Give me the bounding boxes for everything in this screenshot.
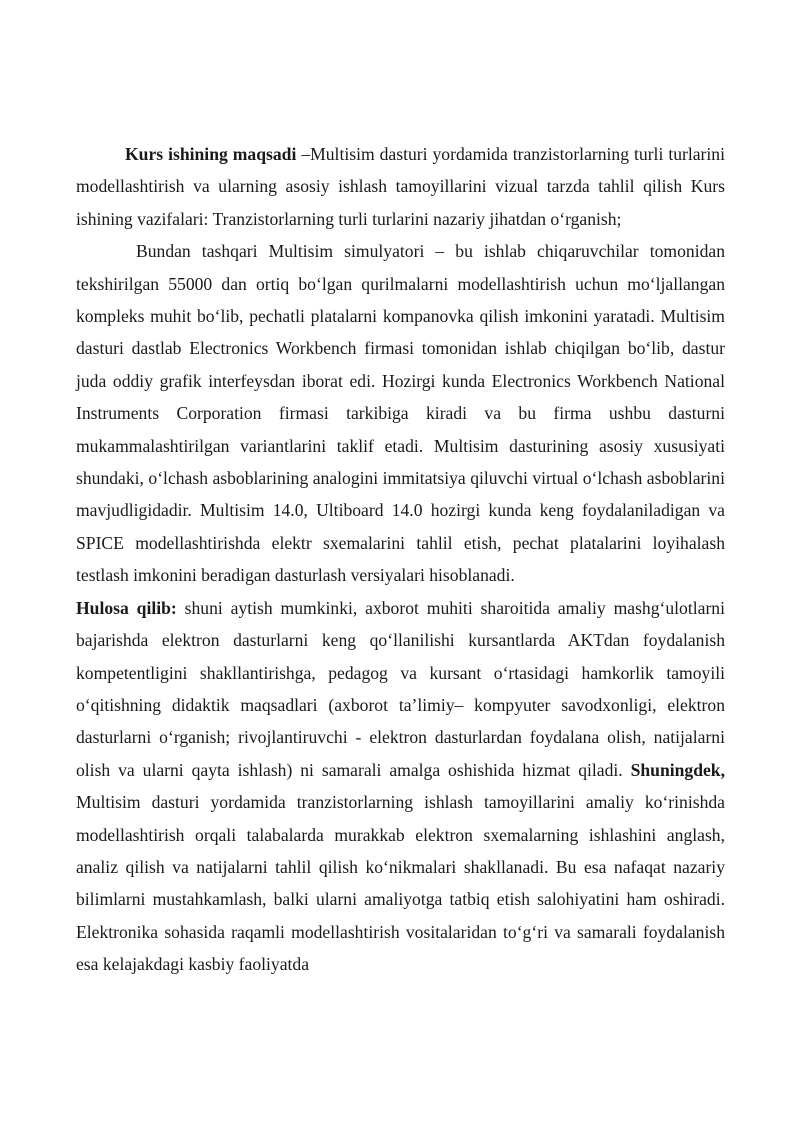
multisim-description-text: Bundan tashqari Multisim simulyatori – bu ishlab chiqaruvchilar tomonidan tekshirilgan 55000 dan ortiq bo‘lgan qurilmalarni modellashtirish uchun mo‘ljallangan kompleks muhit bo‘lib, pechatli platalarni kompanovka qilish imkonini yaratadi. Multisim dasturi dastlab Electronics Workbench firmasi tomonidan ishlab chiqilgan bo‘lib, dastur juda oddiy grafik interfeysdan iborat edi. Hozirgi kunda Electronics Workbench National Instruments Corporation firmasi tarkibiga kiradi va bu firma ushbu dasturni mukammalashtirilgan variantlarini taklif etadi. Multisim dasturining asosiy xususiyati shundaki, o‘lchash asboblarining analogini immitatsiya qiluvchi virtual o‘lchash asboblarini mavjudligidadir. Multisim 14.0, Ultiboard 14.0 hozirgi kunda keng foydalaniladigan va SPICE modellashtirishda elektr sxemalarini tahlil etish, pechat platalarini loyihalash testlash imkonini beradigan dasturlash versiyalari hisoblanadi. [76,241,725,586]
document-page [76,138,725,981]
conclusion-text-2: Multisim dasturi yordamida tranzistorlarning ishlash tamoyillarini amaliy ko‘rinishda modellashtirish orqali talabalarda murakkab elektron sxemalarning ishlashini anglash, analiz qilish va natijalarni tahlil qilish ko‘nikmalari shakllanadi. Bu esa nafaqat nazariy bilimlarni mustahkamlash, balki ularni amaliyotga tatbiq etish salohiyatini ham oshiradi. Elektronika sohasida raqamli modellashtirish vositalaridan to‘g‘ri va samarali foydalanish esa kelajakdagi kasbiy faoliyatda [76,792,725,975]
course-goal-heading: Kurs ishining maqsadi [125,144,297,164]
conclusion-text-1: shuni aytish mumkinki, axborot muhiti sharoitida amaliy mashg‘ulotlarni bajarishda elektron dasturlarni keng qo‘llanilishi kursantlarda AKTdan foydalanish kompetentligini shakllantirishga, pedagog va kursant o‘rtasidagi hamkorlik tamoyili o‘qitishning didaktik maqsadlari (axborot ta’limiy– kompyuter savodxonligi, elektron dasturlarni o‘rganish; rivojlantiruvchi - elektron dasturlardan foydalana olish, natijalarni olish va ularni qayta ishlash) ni samarali amalga oshishida hizmat qiladi. [76,597,725,780]
course-goal-text: –Multisim dasturi yordamida tranzistorlarning turli turlarini modellashtirish va ularning asosiy ishlash tamoyillarini vizual tarzda tahlil qilish Kurs ishining vazifalari: Tranzistorlarning turli turlarini nazariy jihatdan o‘rganish; [76,144,725,229]
conclusion-subheading: Shuningdek, [630,759,725,780]
conclusion-heading: Hulosa qilib: [76,597,177,618]
paragraph-course-goal [76,138,725,235]
paragraph-multisim-description [76,235,725,591]
paragraph-conclusion [76,592,725,981]
